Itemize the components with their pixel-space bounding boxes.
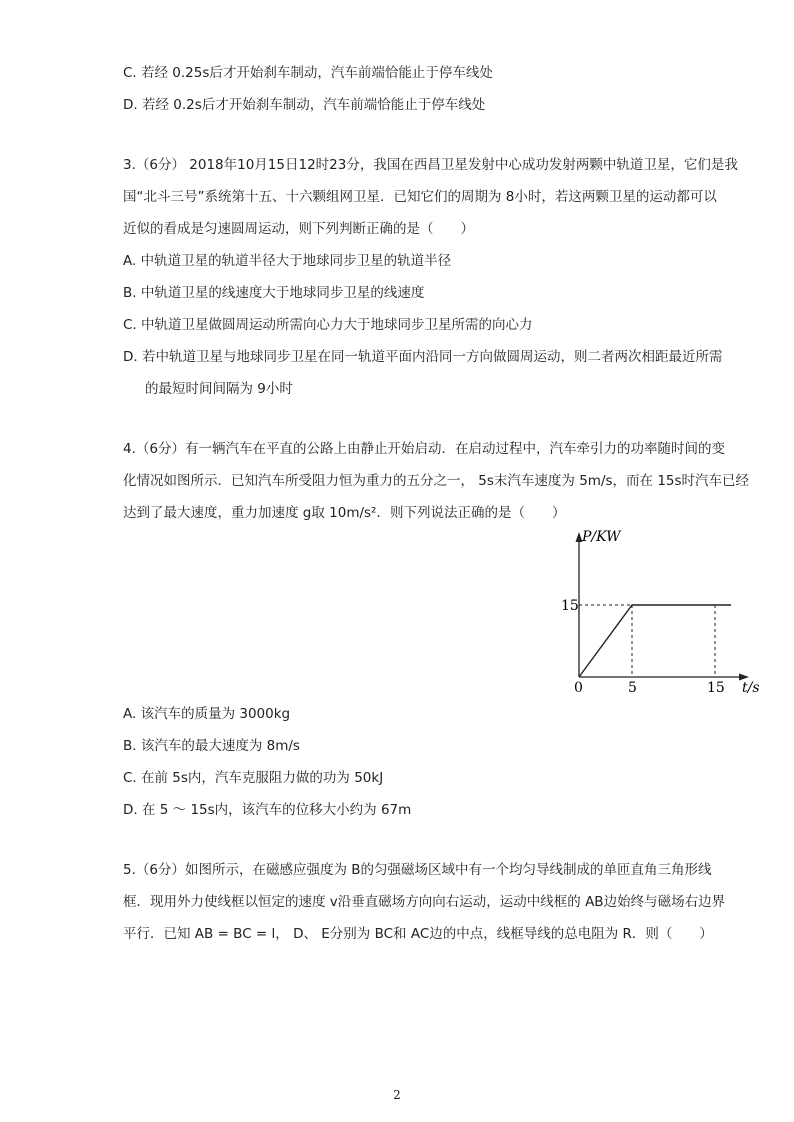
q3-stem-line-1: 3.（6分） 2018年10月15日12时23分，我国在西昌卫星发射中心成功发射两颗中轨道卫星，它们是我 xyxy=(123,157,738,173)
q4-option-c: C. 在前 5s内，汽车克服阻力做的功为 50kJ xyxy=(123,770,384,786)
x-axis-label: t/s xyxy=(742,680,760,696)
q4-option-b: B. 该汽车的最大速度为 8m/s xyxy=(123,738,300,754)
q3-option-c: C. 中轨道卫星做圆周运动所需向心力大于地球同步卫星所需的向心力 xyxy=(123,317,533,333)
q5-stem-line-1: 5.（6分）如图所示，在磁感应强度为 B的匀强磁场区域中有一个均匀导线制成的单匝直角三角形线 xyxy=(123,862,712,878)
q4-stem-line-2: 化情况如图所示．已知汽车所受阻力恒为重力的五分之一， 5s末汽车速度为 5m/s，而在 15s时汽车已经 xyxy=(123,473,750,489)
q3-option-d-line-2: 的最短时间间隔为 9小时 xyxy=(145,381,293,397)
page-number: 2 xyxy=(393,1088,401,1102)
q3-stem-line-3: 近似的看成是匀速圆周运动，则下列判断正确的是（ ） xyxy=(123,221,474,237)
q4-option-a: A. 该汽车的质量为 3000kg xyxy=(123,706,291,722)
y-tick-15: 15 xyxy=(561,598,579,614)
origin-label: 0 xyxy=(574,680,583,696)
q2-option-c: C. 若经 0.25s后才开始刹车制动，汽车前端恰能止于停车线处 xyxy=(123,65,493,81)
q3-option-d-line-1: D. 若中轨道卫星与地球同步卫星在同一轨道平面内沿同一方向做圆周运动，则二者两次相距最近所需 xyxy=(123,349,723,365)
power-curve xyxy=(579,605,731,677)
q3-option-a: A. 中轨道卫星的轨道半径大于地球同步卫星的轨道半径 xyxy=(123,253,452,269)
q5-stem-line-3: 平行．已知 AB = BC = l， D、 E分别为 BC和 AC边的中点，线框导线的总电阻为 R．则（ ） xyxy=(123,926,713,942)
power-time-graph xyxy=(555,522,770,697)
y-axis-label: P/KW xyxy=(582,529,621,545)
q3-stem-line-2: 国“北斗三号”系统第十五、十六颗组网卫星．已知它们的周期为 8小时，若这两颗卫星的运动都可以 xyxy=(123,189,717,205)
q4-option-d: D. 在 5 ～ 15s内，该汽车的位移大小约为 67m xyxy=(123,802,412,818)
q2-option-d: D. 若经 0.2s后才开始刹车制动，汽车前端恰能止于停车线处 xyxy=(123,97,486,113)
q3-option-b: B. 中轨道卫星的线速度大于地球同步卫星的线速度 xyxy=(123,285,425,301)
x-tick-5: 5 xyxy=(628,680,637,696)
x-tick-15: 15 xyxy=(707,680,725,696)
q5-stem-line-2: 框．现用外力使线框以恒定的速度 v沿垂直磁场方向向右运动，运动中线框的 AB边始终与磁场右边界 xyxy=(123,894,726,910)
q4-stem-line-1: 4.（6分）有一辆汽车在平直的公路上由静止开始启动．在启动过程中，汽车牵引力的功率随时间的变 xyxy=(123,441,725,457)
q4-stem-line-3: 达到了最大速度，重力加速度 g取 10m/s²．则下列说法正确的是（ ） xyxy=(123,505,566,521)
